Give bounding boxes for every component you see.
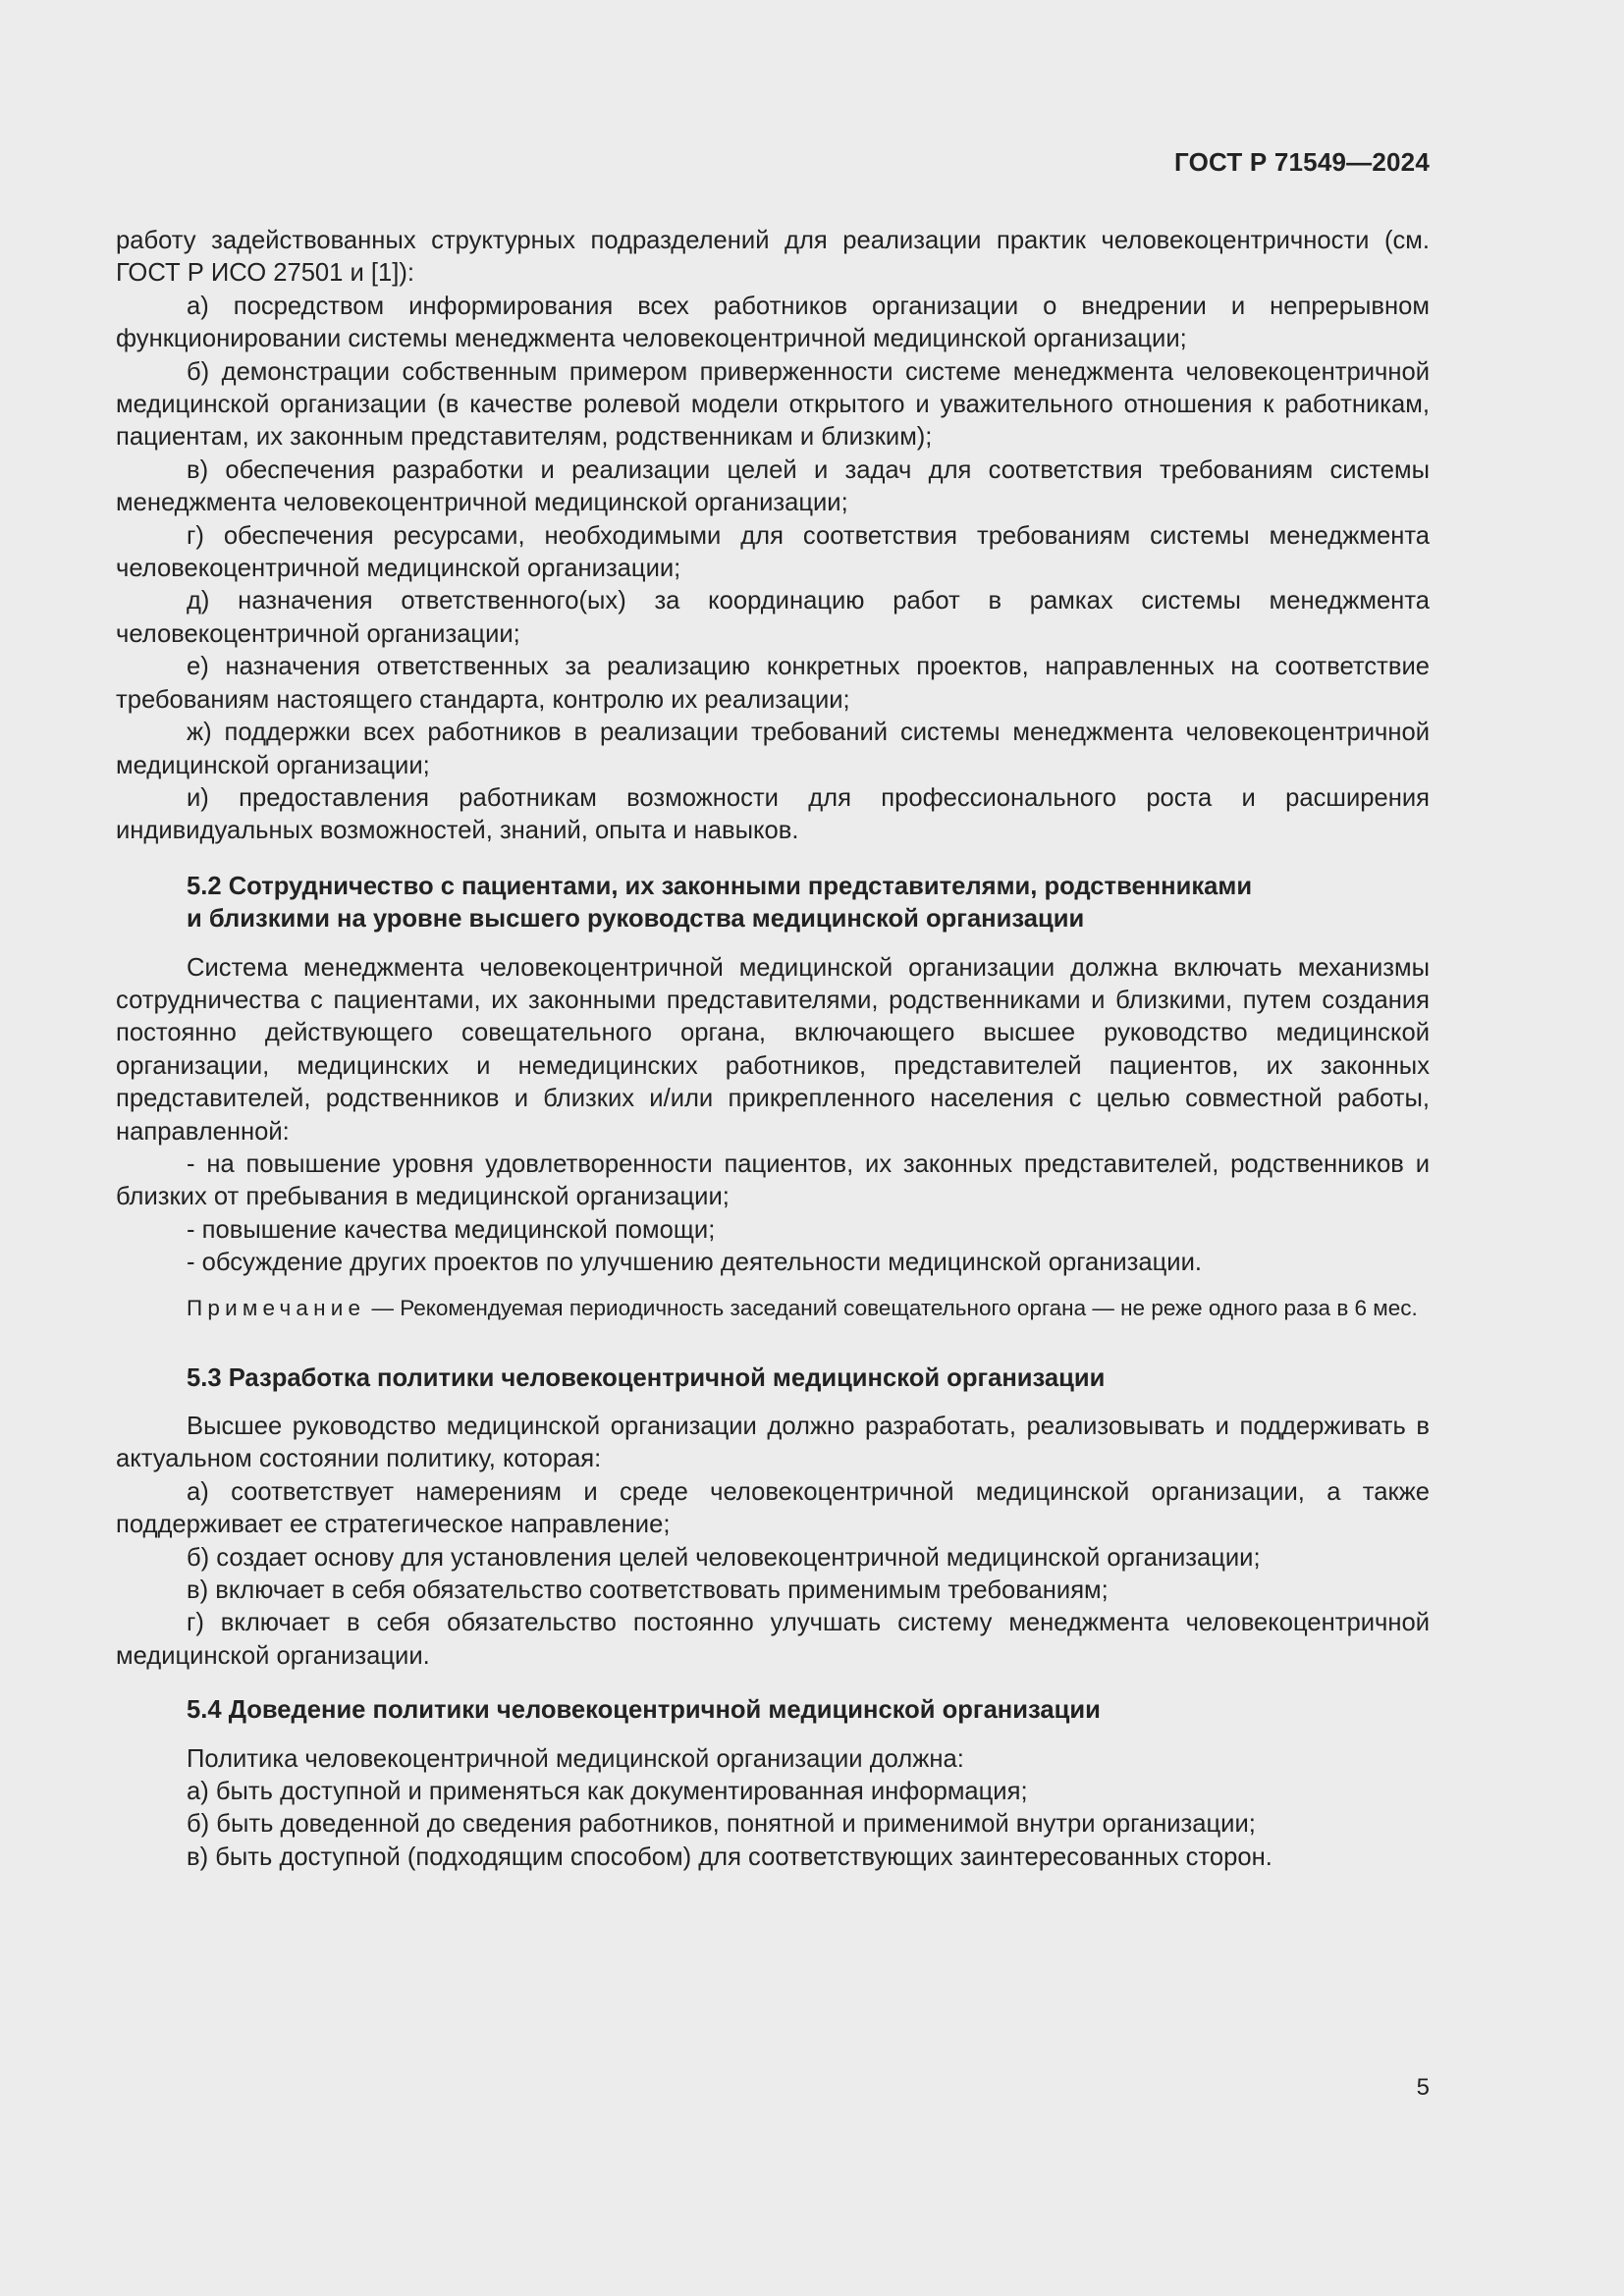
list-item: б) создает основу для установления целей человекоцентричной медицинской организации; <box>187 1543 1261 1572</box>
page-number: 5 <box>1416 2074 1430 2101</box>
section-5-3-body: Высшее руководство медицинской организации должно разработать, реализовывать и поддерживать в актуальном состоянии политику, которая: <box>116 1413 1430 1473</box>
list-item: в) включает в себя обязательство соответствовать применимым требованиям; <box>187 1576 1109 1605</box>
list-item: г) обеспечения ресурсами, необходимыми для соответствия требованиям системы менеджмента человекоцентричной медицинской организации; <box>116 521 1430 583</box>
list-item: а) посредством информирования всех работников организации о внедрении и непрерывном функционировании системы менеджмента человекоцентричной медицинской организации; <box>116 292 1430 353</box>
note-label: Примечание <box>187 1295 366 1320</box>
section-heading-5-4: 5.4 Доведение политики человекоцентричной медицинской организации <box>187 1696 1101 1725</box>
list-item: б) быть доведенной до сведения работников, понятной и применимой внутри организации; <box>187 1810 1256 1839</box>
section-heading-5-3: 5.3 Разработка политики человекоцентричной медицинской организации <box>187 1363 1106 1392</box>
section-heading-line: и близкими на уровне высшего руководства медицинской организации <box>187 905 1085 934</box>
list-item: ж) поддержки всех работников в реализации требований системы менеджмента человекоцентричной медицинской организации; <box>116 719 1430 779</box>
section-heading-line: 5.2 Сотрудничество с пациентами, их законными представителями, родственниками <box>187 872 1253 900</box>
note-paragraph <box>116 1293 1430 1323</box>
list-item: а) соответствует намерениям и среде человекоцентричной медицинской организации, а также поддерживает ее стратегическое направление; <box>116 1477 1430 1539</box>
list-item: е) назначения ответственных за реализацию конкретных проектов, направленных на соответствие требованиям настоящего стандарта, контролю их реализации; <box>116 653 1430 714</box>
list-item: - на повышение уровня удовлетворенности пациентов, их законных представителей, родственников и близких от пребывания в медицинской организации; <box>116 1149 1430 1211</box>
intro-continuation: работу задействованных структурных подразделений для реализации практик человекоцентричности (см. ГОСТ Р ИСО 27501 и [1]): <box>116 227 1430 288</box>
list-item: - обсуждение других проектов по улучшению деятельности медицинской организации. <box>187 1249 1202 1277</box>
list-item: в) быть доступной (подходящим способом) для соответствующих заинтересованных сторон. <box>187 1842 1272 1871</box>
document-header-id: ГОСТ Р 71549—2024 <box>1174 147 1430 177</box>
list-item: и) предоставления работникам возможности для профессионального роста и расширения индивидуальных возможностей, знаний, опыта и навыков. <box>116 783 1430 845</box>
page-body <box>116 225 1430 1874</box>
section-5-2-body: Система менеджмента человекоцентричной медицинской организации должна включать механизмы сотрудничества с пациентами, их законными представителями, родственниками и близкими, путем создания постоянно действующего совещательного органа, включающего высшее руководство медицинской организации, медицинских и немедицинских работников, представителей пациентов, их законных представителей, родственников и близких и/или прикрепленного населения с целью совместной работы, направленной: <box>116 953 1430 1146</box>
list-item: г) включает в себя обязательство постоянно улучшать систему менеджмента человекоцентричной медицинской организации. <box>116 1609 1430 1670</box>
list-item: а) быть доступной и применяться как документированная информация; <box>187 1778 1028 1806</box>
list-item: - повышение качества медицинской помощи; <box>187 1215 716 1244</box>
list-item: в) обеспечения разработки и реализации целей и задач для соответствия требованиям системы менеджмента человекоцентричной медицинской организации; <box>116 455 1430 517</box>
section-5-4-body: Политика человекоцентричной медицинской организации должна: <box>187 1744 964 1773</box>
section-heading-5-2 <box>116 871 1430 936</box>
note-text: — Рекомендуемая периодичность заседаний совещательного органа — не реже одного раза в 6 мес. <box>365 1295 1418 1320</box>
list-item: б) демонстрации собственным примером приверженности системе менеджмента человекоцентричной медицинской организации (в качестве ролевой модели открытого и уважительного отношения к работникам, пациентам, их законным представителям, родственникам и близким); <box>116 357 1430 452</box>
list-item: д) назначения ответственного(ых) за координацию работ в рамках системы менеджмента человекоцентричной организации; <box>116 587 1430 648</box>
